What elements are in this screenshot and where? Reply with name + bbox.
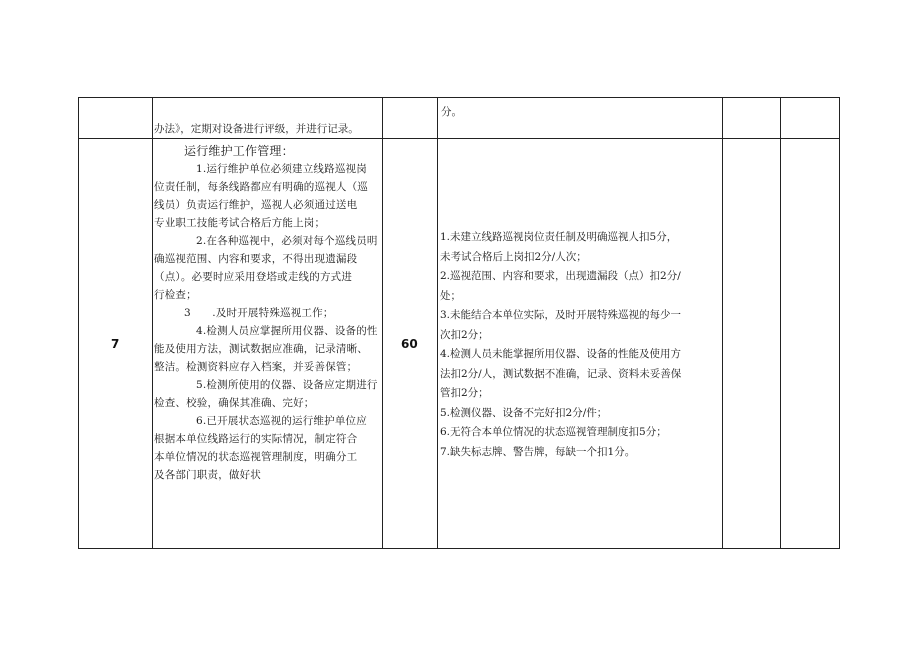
deduction-line: 5.检测仪器、设备不完好扣2分/件； xyxy=(440,406,608,419)
requirement-line: 确巡视范围、内容和要求，不得出现遗漏段 xyxy=(154,253,358,265)
requirement-line: 线员）负责运行维护，巡视人必须通过送电 xyxy=(154,199,358,211)
row1-requirement-text: 办法》，定期对设备进行评级，并进行记录。 xyxy=(154,123,359,135)
requirement-line: 5.检测所使用的仪器、设备应定期进行 xyxy=(196,379,378,391)
requirement-line: 3 .及时开展特殊巡视工作； xyxy=(184,307,334,319)
requirement-heading: 运行维护工作管理： xyxy=(184,144,294,158)
requirement-line: 1.运行维护单位必须建立线路巡视岗 xyxy=(196,163,367,175)
deduction-line: 2.巡视范围、内容和要求，出现遗漏段（点）扣2分/ xyxy=(440,270,681,282)
row-divider xyxy=(78,138,840,139)
row1-deduction-text: 分。 xyxy=(441,106,462,118)
requirement-line: 专业职工技能考试合格后方能上岗； xyxy=(154,217,326,229)
deduction-line: 管扣2分； xyxy=(440,387,489,399)
deduction-line: 法扣2分/人，测试数据不准确，记录、资料未妥善保 xyxy=(440,367,682,380)
requirement-line: 6.已开展状态巡视的运行维护单位应 xyxy=(196,415,367,427)
requirement-line: 本单位情况的状态巡视管理制度，明确分工 xyxy=(154,451,358,463)
col-border-2 xyxy=(382,97,383,549)
col-border-5 xyxy=(780,97,781,549)
requirement-line: 行检查； xyxy=(154,289,197,301)
col-border-4 xyxy=(722,97,723,549)
col-border-right xyxy=(839,97,840,549)
requirement-cell xyxy=(154,142,378,484)
table-top-border xyxy=(78,97,840,98)
col-border-left xyxy=(78,97,79,549)
requirement-line: 整洁。检测资料应存入档案，并妥善保管； xyxy=(154,361,358,373)
deduction-cell xyxy=(440,228,681,462)
deduction-line: 6.无符合本单位情况的状态巡视管理制度扣5分； xyxy=(440,426,667,438)
requirement-line: 检查、校验，确保其准确、完好； xyxy=(154,397,315,409)
item-number: 7 xyxy=(111,337,120,351)
requirement-line: 2.在各种巡视中，必须对每个巡线员明 xyxy=(196,235,378,247)
requirement-line: 及各部门职责，做好状 xyxy=(154,469,261,481)
requirement-line: 4.检测人员应掌握所用仪器、设备的性 xyxy=(196,325,378,337)
deduction-line: 7.缺失标志牌、警告牌，每缺一个扣1分。 xyxy=(440,445,636,458)
requirement-line: 能及使用方法，测试数据应准确，记录清晰、 xyxy=(154,343,368,355)
deduction-line: 1.未建立线路巡视岗位责任制及明确巡视人扣5分， xyxy=(440,231,678,243)
deduction-line: 4.检测人员未能掌握所用仪器、设备的性能及使用方 xyxy=(440,348,682,360)
deduction-line: 处； xyxy=(440,289,461,302)
requirement-line: 根据本单位线路运行的实际情况，制定符合 xyxy=(154,433,358,445)
requirement-line: （点）。必要时应采用登塔或走线的方式进 xyxy=(154,271,353,283)
deduction-line: 次扣2分； xyxy=(440,328,489,341)
requirement-line: 位责任制，每条线路都应有明确的巡视人（巡 xyxy=(154,181,368,193)
deduction-line: 未考试合格后上岗扣2分/人次； xyxy=(440,250,587,263)
item-score: 60 xyxy=(401,337,418,351)
col-border-3 xyxy=(437,97,438,549)
deduction-line: 3.未能结合本单位实际，及时开展特殊巡视的每少一 xyxy=(440,309,682,321)
table-bottom-border xyxy=(78,548,840,549)
col-border-1 xyxy=(152,97,153,549)
